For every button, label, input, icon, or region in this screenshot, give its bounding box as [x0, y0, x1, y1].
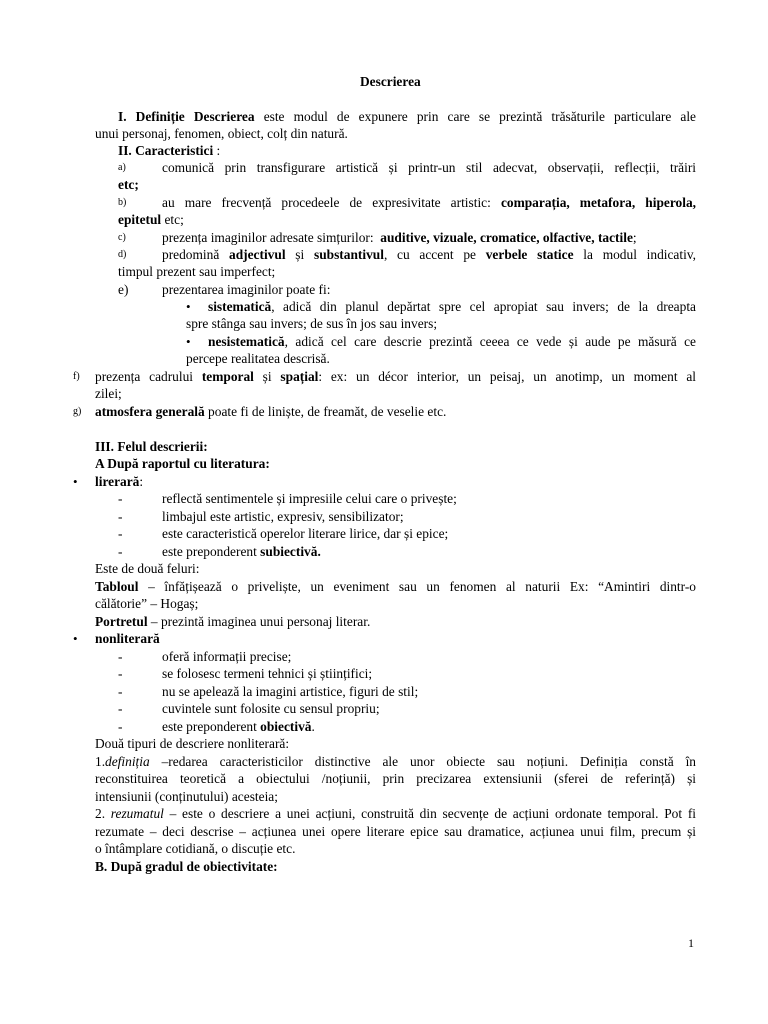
characteristics-heading-line: [118, 142, 220, 159]
sistematica-label: sistematică: [208, 299, 272, 314]
item-c-line: [162, 229, 637, 246]
dash-icon: -: [118, 701, 123, 716]
literara-colon: :: [139, 474, 144, 489]
item-f-temporal: temporal: [201, 369, 254, 384]
tablou-line-2: călătorie” – Hogaș;: [95, 596, 199, 611]
list-item: reflectă sentimentele și impresiile celui care o privește;: [162, 491, 457, 506]
rezumatul-line-3: o întâmplare cotidiană, o discuție etc.: [95, 841, 296, 856]
portret-label: Portretul: [95, 614, 148, 629]
item-g-line: [95, 403, 446, 420]
characteristics-colon: :: [213, 143, 221, 158]
subheading-b: B. După gradul de obiectivitate:: [95, 859, 278, 874]
item-b-text: au mare frecvență procedeele de expresivitate artistic:: [162, 195, 491, 210]
definition-paragraph-line-2: unui personaj, fenomen, obiect, colț din natură.: [95, 126, 348, 141]
item-d-adjectivul: adjectivul: [229, 247, 286, 262]
tipuri-line: Două tipuri de descriere nonliterară:: [95, 736, 290, 751]
list-item: limbajul este artistic, expresiv, sensibilizator;: [162, 509, 404, 524]
item-g-marker: g): [73, 406, 82, 417]
item-c-marker: c): [118, 232, 126, 243]
item-b-figures: comparația, metafora, hiperola,: [500, 195, 696, 210]
bullet-icon: •: [73, 474, 78, 489]
item-b-line-2: [118, 211, 184, 228]
tablou-label: Tabloul: [95, 579, 139, 594]
item-f-marker: f): [73, 371, 80, 382]
item-d-w1: predomină: [162, 247, 220, 262]
dash-icon: -: [118, 509, 123, 524]
definition-paragraph-line-1: [118, 108, 696, 125]
dash-icon: -: [118, 491, 123, 506]
item-d-w5: , cu accent pe: [383, 247, 476, 262]
list-item: este caracteristică operelor literare lirice, dar și epice;: [162, 526, 449, 541]
list-item: [162, 543, 321, 560]
bullet-icon: •: [73, 631, 78, 646]
page-number: 1: [688, 936, 694, 950]
definitia-line-1: [95, 753, 696, 770]
definitia-text: –redarea caracteristicilor distinctive ale unor obiecte sau noțiuni. Definiția constă în: [149, 754, 696, 769]
definition-heading: I. Definiție Descrierea: [118, 109, 255, 124]
item-f-w5: : ex: un décor interior, un peisaj, un anotimp, un moment al: [318, 369, 696, 384]
item-c-senses: auditive, vizuale, cromatice, olfactive, tactile: [380, 230, 633, 245]
definitia-number: 1.: [95, 754, 106, 769]
objective-text: este preponderent: [162, 719, 261, 734]
definitia-line-3: intensiunii (conținutului) acesteia;: [95, 789, 278, 804]
list-item: cuvintele sunt folosite cu sensul propriu;: [162, 701, 380, 716]
objective-end: .: [311, 719, 315, 734]
tablou-text: – înfățișează o priveliște, un eveniment sau un fenomen al naturii Ex: “Amintiri dintr-o: [138, 579, 696, 594]
rezumatul-text: – este o descriere a unei acțiuni, construită din secvențe de acțiuni ordonate temporal. Pot fi: [163, 806, 697, 821]
item-c-end: ;: [632, 230, 637, 245]
rezumatul-label: rezumatul: [110, 806, 164, 821]
atmosfera-label: atmosfera generală: [95, 404, 205, 419]
nonliterara-label: nonliterară: [95, 631, 160, 646]
definitia-line-2: reconstituirea teoretică a obiectului /noțiunii, prin precizarea extensiunii (sferei de referință) și: [95, 771, 696, 786]
rezumatul-line-1: [95, 805, 696, 822]
item-f-w1: prezența cadrului: [95, 369, 194, 384]
tablou-line-1: [95, 578, 696, 595]
objective-word: obiectivă: [260, 719, 312, 734]
dash-icon: -: [118, 526, 123, 541]
item-e-line: prezentarea imaginilor poate fi:: [162, 282, 331, 297]
item-b-line-1: [162, 194, 696, 211]
portret-text: – prezintă imaginea unui personaj literar.: [147, 614, 371, 629]
dash-icon: -: [118, 666, 123, 681]
portret-line: [95, 613, 370, 630]
item-f-spatial: spațial: [280, 369, 319, 384]
dash-icon: -: [118, 649, 123, 664]
dash-icon: -: [118, 544, 123, 559]
item-a-line-1: comunică prin transfigurare artistică și printr-un stil adecvat, observații, reflecții, trăiri: [162, 160, 696, 175]
dash-icon: -: [118, 684, 123, 699]
subjective-text: este preponderent: [162, 544, 261, 559]
item-e-marker: e): [118, 282, 129, 297]
list-item: nu se apelează la imagini artistice, figuri de stil;: [162, 684, 419, 699]
nesistematica-label: nesistematică: [208, 334, 285, 349]
item-d-substantivul: substantivul: [313, 247, 384, 262]
item-d-w7: la modul indicativ,: [583, 247, 696, 262]
characteristics-heading: II. Caracteristici: [118, 143, 214, 158]
bullet-icon: •: [186, 334, 191, 349]
item-c-text: prezența imaginilor adresate simțurilor:: [162, 230, 374, 245]
item-d-line-2: timpul prezent sau imperfect;: [118, 264, 276, 279]
list-item: oferă informații precise;: [162, 649, 292, 664]
atmosfera-text: poate fi de liniște, de freamăt, de veselie etc.: [204, 404, 447, 419]
item-d-marker: d): [118, 249, 127, 260]
page-title: Descrierea: [360, 74, 421, 89]
sub-sistematica-line-1: [208, 298, 696, 315]
definitia-label: definiția: [105, 754, 150, 769]
item-f-w3: și: [262, 369, 272, 384]
rezumatul-line-2: rezumate – deci descrise – acțiunea unei opere literare epice sau dramatice, acțiunea unui film, precum și: [95, 824, 696, 839]
item-f-line-2: zilei;: [95, 386, 122, 401]
feluri-line: Este de două feluri:: [95, 561, 200, 576]
list-item: se folosesc termeni tehnici și științifici;: [162, 666, 373, 681]
sub-nesistematica-line-2: percepe realitatea descrisă.: [186, 351, 330, 366]
item-f-line-1: [95, 368, 696, 385]
item-a-line-2: etc;: [118, 177, 139, 192]
literara-label-line: [95, 473, 143, 490]
nesistematica-text: , adică cel care descrie prezintă ceeea ce vede și aude pe măsură ce: [284, 334, 696, 349]
subjective-word: subiectivă.: [260, 544, 321, 559]
list-item: [162, 718, 315, 735]
types-heading: III. Felul descrierii:: [95, 439, 208, 454]
item-b-epitet: epitetul: [118, 212, 162, 227]
sistematica-text: , adică din planul depărtat spre cel apropiat sau invers; de la dreapta: [271, 299, 696, 314]
subheading-a: A După raportul cu literatura:: [95, 456, 270, 471]
definition-text: este modul de expunere prin care se prezintă trăsăturile particulare ale: [263, 109, 696, 124]
sub-nesistematica-line-1: [208, 333, 696, 350]
sub-sistematica-line-2: spre stânga sau invers; de sus în jos sau invers;: [186, 316, 438, 331]
item-d-verbe: verbele statice: [485, 247, 574, 262]
item-d-line-1: [162, 246, 696, 263]
bullet-icon: •: [186, 299, 191, 314]
dash-icon: -: [118, 719, 123, 734]
item-d-w3: și: [295, 247, 305, 262]
item-b-etc: etc;: [161, 212, 184, 227]
item-b-marker: b): [118, 197, 127, 208]
literara-label: lirerară: [95, 474, 140, 489]
rezumatul-number: 2.: [95, 806, 111, 821]
item-a-marker: a): [118, 162, 126, 173]
